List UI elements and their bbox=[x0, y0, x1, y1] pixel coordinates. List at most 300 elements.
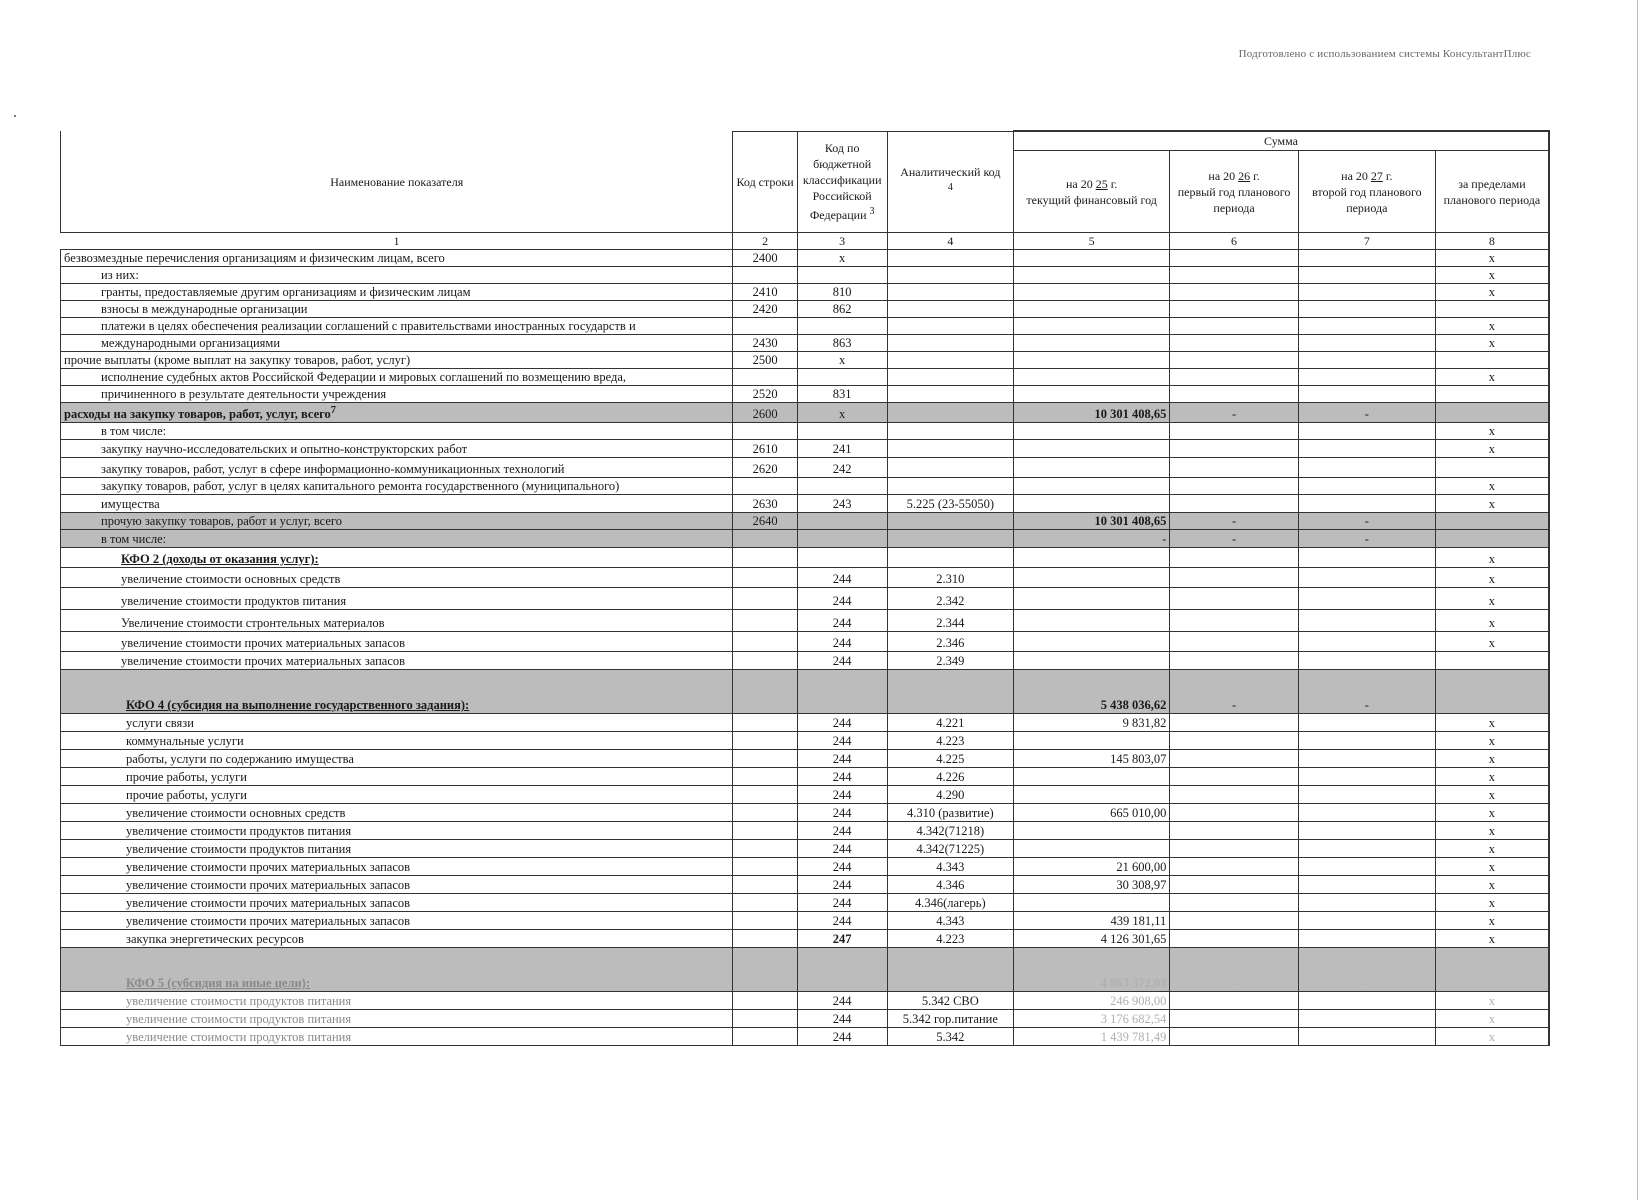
row-name: КФО 2 (доходы от оказания услуг): bbox=[121, 552, 319, 567]
row-name-cell bbox=[61, 992, 733, 1010]
row-name-cell bbox=[61, 588, 733, 610]
row-sum-y1-cell: 5 438 036,62 bbox=[1013, 670, 1169, 714]
row-beyond-cell: x bbox=[1435, 732, 1549, 750]
row-analytic-cell bbox=[887, 318, 1013, 335]
y3-value: 27 bbox=[1370, 168, 1383, 183]
row-bk-cell: 244 bbox=[797, 858, 887, 876]
row-name: увеличение стоимости основных средств bbox=[126, 806, 346, 821]
row-code-cell bbox=[733, 610, 797, 632]
row-beyond-cell: x bbox=[1435, 894, 1549, 912]
col-num: 8 bbox=[1435, 233, 1549, 250]
row-sum-y2-cell: - bbox=[1170, 403, 1298, 423]
row-sum-y1-cell bbox=[1013, 632, 1169, 652]
row-name-cell bbox=[61, 840, 733, 858]
row-beyond-cell: x bbox=[1435, 284, 1549, 301]
row-code-cell bbox=[733, 1028, 797, 1046]
row-code-cell bbox=[733, 804, 797, 822]
row-sum-y3-cell bbox=[1298, 822, 1435, 840]
row-sum-y3-cell bbox=[1298, 478, 1435, 495]
row-name: прочую закупку товаров, работ и услуг, всего bbox=[101, 514, 342, 529]
row-sum-y1-cell bbox=[1013, 318, 1169, 335]
row-bk-cell: 241 bbox=[797, 440, 887, 458]
row-bk-cell: 244 bbox=[797, 1010, 887, 1028]
row-name-cell bbox=[61, 423, 733, 440]
row-bk-cell bbox=[797, 423, 887, 440]
table-row bbox=[61, 495, 1550, 513]
row-name-cell bbox=[61, 335, 733, 352]
row-sum-y1-cell bbox=[1013, 768, 1169, 786]
table-row bbox=[61, 786, 1550, 804]
row-name-cell bbox=[61, 386, 733, 403]
row-sum-y3-cell bbox=[1298, 250, 1435, 267]
row-beyond-cell: x bbox=[1435, 318, 1549, 335]
row-code-cell bbox=[733, 876, 797, 894]
table-row bbox=[61, 632, 1550, 652]
row-sum-y3-cell bbox=[1298, 992, 1435, 1010]
row-sum-y3-cell bbox=[1298, 876, 1435, 894]
table-row bbox=[61, 386, 1550, 403]
row-beyond-cell: x bbox=[1435, 335, 1549, 352]
row-analytic-cell: 4.343 bbox=[887, 858, 1013, 876]
table-row bbox=[61, 352, 1550, 369]
table-row bbox=[61, 588, 1550, 610]
row-bk-cell: 244 bbox=[797, 632, 887, 652]
row-sum-y1-cell bbox=[1013, 495, 1169, 513]
row-sum-y1-cell bbox=[1013, 267, 1169, 284]
table-row bbox=[61, 1010, 1550, 1028]
row-bk-cell: 244 bbox=[797, 610, 887, 632]
row-sum-y2-cell: - bbox=[1170, 530, 1298, 548]
row-sum-y2-cell bbox=[1170, 369, 1298, 386]
table-row bbox=[61, 992, 1550, 1010]
y2-value: 26 bbox=[1238, 168, 1251, 183]
row-sum-y2-cell bbox=[1170, 912, 1298, 930]
y1-value: 25 bbox=[1095, 176, 1108, 191]
row-beyond-cell: x bbox=[1435, 1028, 1549, 1046]
row-sum-y3-cell: - bbox=[1298, 530, 1435, 548]
row-name: увеличение стоимости продуктов питания bbox=[126, 1030, 352, 1045]
row-beyond-cell: x bbox=[1435, 912, 1549, 930]
row-bk-cell: 244 bbox=[797, 992, 887, 1010]
row-analytic-cell: 5.225 (23-55050) bbox=[887, 495, 1013, 513]
row-bk-cell: 242 bbox=[797, 458, 887, 478]
row-analytic-cell bbox=[887, 250, 1013, 267]
col-head-y1 bbox=[1013, 151, 1169, 233]
row-sum-y2-cell bbox=[1170, 840, 1298, 858]
row-sum-y1-cell: 665 010,00 bbox=[1013, 804, 1169, 822]
row-analytic-cell bbox=[887, 301, 1013, 318]
row-name: услуги связи bbox=[126, 716, 194, 731]
table-row bbox=[61, 894, 1550, 912]
plan-table-body bbox=[61, 250, 1550, 1046]
row-name-cell bbox=[61, 403, 733, 423]
row-code-cell bbox=[733, 423, 797, 440]
row-sum-y2-cell bbox=[1170, 786, 1298, 804]
row-sum-y2-cell: - bbox=[1170, 948, 1298, 992]
row-sum-y3-cell: - bbox=[1298, 670, 1435, 714]
row-sum-y2-cell bbox=[1170, 335, 1298, 352]
row-analytic-cell: 4.226 bbox=[887, 768, 1013, 786]
y1-prefix: на 20 bbox=[1065, 176, 1093, 191]
row-name-cell bbox=[61, 478, 733, 495]
row-name-cell bbox=[61, 732, 733, 750]
row-sum-y3-cell bbox=[1298, 495, 1435, 513]
row-code-cell bbox=[733, 732, 797, 750]
table-row bbox=[61, 301, 1550, 318]
row-bk-cell bbox=[797, 513, 887, 530]
row-analytic-cell: 5.342 bbox=[887, 1028, 1013, 1046]
row-name: увеличение стоимости продуктов питания bbox=[126, 994, 352, 1009]
table-row bbox=[61, 284, 1550, 301]
row-name: в том числе: bbox=[101, 424, 167, 439]
row-bk-cell: 244 bbox=[797, 804, 887, 822]
row-sum-y2-cell bbox=[1170, 440, 1298, 458]
row-sum-y3-cell bbox=[1298, 301, 1435, 318]
row-beyond-cell bbox=[1435, 458, 1549, 478]
row-sum-y1-cell bbox=[1013, 548, 1169, 568]
plan-table bbox=[60, 130, 1550, 1046]
row-name-cell bbox=[61, 548, 733, 568]
row-name: закупку товаров, работ, услуг в целях капитального ремонта государственного (муниципального) bbox=[101, 479, 620, 494]
row-sum-y3-cell: - bbox=[1298, 513, 1435, 530]
row-name-cell bbox=[61, 670, 733, 714]
row-code-cell bbox=[733, 858, 797, 876]
row-sum-y2-cell bbox=[1170, 568, 1298, 588]
row-name: гранты, предоставляемые другим организациям и физическим лицам bbox=[101, 285, 471, 299]
table-row bbox=[61, 335, 1550, 352]
row-beyond-cell: x bbox=[1435, 369, 1549, 386]
row-beyond-cell: x bbox=[1435, 632, 1549, 652]
row-sum-y2-cell bbox=[1170, 458, 1298, 478]
table-row bbox=[61, 513, 1550, 530]
row-sum-y2-cell bbox=[1170, 318, 1298, 335]
row-sum-y3-cell: - bbox=[1298, 403, 1435, 423]
row-sum-y3-cell bbox=[1298, 548, 1435, 568]
row-name: КФО 5 (субсидия на иные цели): bbox=[126, 976, 310, 991]
row-code-cell: 2500 bbox=[733, 352, 797, 369]
row-name: увеличение стоимости продуктов питания bbox=[126, 824, 352, 839]
row-sum-y3-cell bbox=[1298, 458, 1435, 478]
row-sum-y3-cell bbox=[1298, 632, 1435, 652]
scan-speck bbox=[14, 115, 16, 117]
row-sum-y3-cell bbox=[1298, 714, 1435, 732]
row-name-cell bbox=[61, 369, 733, 386]
row-code-cell bbox=[733, 840, 797, 858]
row-name: закупку товаров, работ, услуг в сфере информационно-коммуникационных технологий bbox=[101, 462, 565, 477]
row-bk-cell: 244 bbox=[797, 1028, 887, 1046]
row-analytic-cell bbox=[887, 335, 1013, 352]
col-num: 3 bbox=[797, 233, 887, 250]
row-bk-cell: x bbox=[797, 403, 887, 423]
row-sum-y2-cell: - bbox=[1170, 670, 1298, 714]
row-name: имущества bbox=[101, 497, 160, 512]
row-name: прочие выплаты (кроме выплат на закупку товаров, работ, услуг) bbox=[64, 353, 411, 367]
row-sum-y1-cell: 21 600,00 bbox=[1013, 858, 1169, 876]
row-name-cell bbox=[61, 352, 733, 369]
row-code-cell bbox=[733, 992, 797, 1010]
header-note: Подготовлено с использованием системы КонсультантПлюс bbox=[1238, 48, 1531, 60]
row-code-cell bbox=[733, 948, 797, 992]
row-beyond-cell: x bbox=[1435, 858, 1549, 876]
row-name-cell bbox=[61, 568, 733, 588]
row-sum-y1-cell bbox=[1013, 440, 1169, 458]
row-sum-y2-cell bbox=[1170, 632, 1298, 652]
row-beyond-cell bbox=[1435, 670, 1549, 714]
row-sum-y3-cell bbox=[1298, 352, 1435, 369]
row-sum-y1-cell bbox=[1013, 423, 1169, 440]
col-head-beyond: за пределами планового периода bbox=[1435, 151, 1549, 233]
row-sum-y2-cell bbox=[1170, 610, 1298, 632]
row-sum-y2-cell bbox=[1170, 652, 1298, 670]
row-name: закупка энергетических ресурсов bbox=[126, 932, 304, 947]
row-name-cell bbox=[61, 250, 733, 267]
row-sum-y2-cell bbox=[1170, 876, 1298, 894]
row-sum-y1-cell: 3 176 682,54 bbox=[1013, 1010, 1169, 1028]
row-sum-y2-cell bbox=[1170, 768, 1298, 786]
row-sum-y1-cell bbox=[1013, 352, 1169, 369]
row-bk-cell: 247 bbox=[797, 930, 887, 948]
row-name-cell bbox=[61, 440, 733, 458]
row-code-cell bbox=[733, 530, 797, 548]
row-sum-y3-cell bbox=[1298, 588, 1435, 610]
row-name: прочие работы, услуги bbox=[126, 770, 247, 785]
row-sum-y2-cell bbox=[1170, 250, 1298, 267]
row-bk-cell bbox=[797, 548, 887, 568]
row-analytic-cell: 4.346(лагерь) bbox=[887, 894, 1013, 912]
row-sum-y1-cell bbox=[1013, 822, 1169, 840]
table-row bbox=[61, 948, 1550, 992]
row-code-cell: 2640 bbox=[733, 513, 797, 530]
row-bk-cell bbox=[797, 478, 887, 495]
row-sum-y1-cell bbox=[1013, 301, 1169, 318]
row-name-cell bbox=[61, 318, 733, 335]
table-row bbox=[61, 804, 1550, 822]
table-row bbox=[61, 530, 1550, 548]
row-beyond-cell: x bbox=[1435, 1010, 1549, 1028]
row-code-cell: 2430 bbox=[733, 335, 797, 352]
col-num: 5 bbox=[1013, 233, 1169, 250]
row-name: в том числе: bbox=[101, 532, 167, 547]
table-row bbox=[61, 423, 1550, 440]
row-sum-y3-cell bbox=[1298, 423, 1435, 440]
row-name-footnote: 7 bbox=[330, 405, 336, 416]
row-sum-y1-cell: 246 908,00 bbox=[1013, 992, 1169, 1010]
row-code-cell: 2600 bbox=[733, 403, 797, 423]
row-beyond-cell: x bbox=[1435, 250, 1549, 267]
row-beyond-cell: x bbox=[1435, 610, 1549, 632]
table-row bbox=[61, 548, 1550, 568]
row-analytic-cell: 2.349 bbox=[887, 652, 1013, 670]
row-name-cell bbox=[61, 610, 733, 632]
row-name: увеличение стоимости прочих материальных запасов bbox=[121, 654, 406, 669]
row-beyond-cell: x bbox=[1435, 786, 1549, 804]
row-beyond-cell: x bbox=[1435, 840, 1549, 858]
row-analytic-cell: 4.342(71218) bbox=[887, 822, 1013, 840]
row-analytic-cell bbox=[887, 478, 1013, 495]
row-sum-y1-cell: 10 301 408,65 bbox=[1013, 513, 1169, 530]
row-name-cell bbox=[61, 652, 733, 670]
row-sum-y1-cell bbox=[1013, 568, 1169, 588]
y1-desc: текущий финансовый год bbox=[1026, 192, 1157, 207]
row-name: увеличение стоимости прочих материальных запасов bbox=[126, 896, 411, 911]
row-sum-y1-cell bbox=[1013, 369, 1169, 386]
row-code-cell: 2400 bbox=[733, 250, 797, 267]
row-code-cell bbox=[733, 652, 797, 670]
row-sum-y2-cell bbox=[1170, 352, 1298, 369]
row-bk-cell bbox=[797, 267, 887, 284]
row-name-cell bbox=[61, 267, 733, 284]
row-beyond-cell bbox=[1435, 352, 1549, 369]
row-sum-y3-cell bbox=[1298, 568, 1435, 588]
row-beyond-cell: x bbox=[1435, 440, 1549, 458]
table-row bbox=[61, 732, 1550, 750]
row-bk-cell: x bbox=[797, 250, 887, 267]
row-name: КФО 4 (субсидия на выполнение государственного задания): bbox=[126, 698, 470, 713]
row-analytic-cell: 4.221 bbox=[887, 714, 1013, 732]
table-row bbox=[61, 714, 1550, 732]
row-name: закупку научно-исследовательских и опытно-конструкторских работ bbox=[101, 442, 468, 457]
table-row bbox=[61, 930, 1550, 948]
col-head-bk-sup: 3 bbox=[869, 206, 875, 218]
row-beyond-cell: x bbox=[1435, 548, 1549, 568]
row-bk-cell: 244 bbox=[797, 894, 887, 912]
col-num: 6 bbox=[1170, 233, 1298, 250]
col-head-analytic-text: Аналитический код bbox=[900, 165, 1001, 180]
row-bk-cell: 863 bbox=[797, 335, 887, 352]
row-sum-y1-cell bbox=[1013, 732, 1169, 750]
row-code-cell bbox=[733, 714, 797, 732]
table-row bbox=[61, 670, 1550, 714]
row-sum-y2-cell bbox=[1170, 588, 1298, 610]
row-name-cell bbox=[61, 948, 733, 992]
row-analytic-cell bbox=[887, 513, 1013, 530]
row-bk-cell: 244 bbox=[797, 768, 887, 786]
row-bk-cell bbox=[797, 369, 887, 386]
row-analytic-cell: 5.342 гор.питание bbox=[887, 1010, 1013, 1028]
row-sum-y2-cell bbox=[1170, 478, 1298, 495]
row-analytic-cell bbox=[887, 548, 1013, 568]
row-analytic-cell: 5.342 СВО bbox=[887, 992, 1013, 1010]
row-beyond-cell: x bbox=[1435, 768, 1549, 786]
row-sum-y2-cell bbox=[1170, 822, 1298, 840]
row-name-cell bbox=[61, 876, 733, 894]
row-code-cell: 2630 bbox=[733, 495, 797, 513]
row-analytic-cell: 2.342 bbox=[887, 588, 1013, 610]
row-sum-y1-cell bbox=[1013, 458, 1169, 478]
row-name: Увеличение стоимости стронтельных материалов bbox=[121, 616, 385, 631]
y3-prefix: на 20 bbox=[1341, 168, 1368, 183]
y2-prefix: на 20 bbox=[1208, 168, 1236, 183]
row-beyond-cell: x bbox=[1435, 822, 1549, 840]
row-bk-cell bbox=[797, 948, 887, 992]
row-sum-y2-cell bbox=[1170, 423, 1298, 440]
row-bk-cell: 862 bbox=[797, 301, 887, 318]
row-name-cell bbox=[61, 912, 733, 930]
col-num: 1 bbox=[61, 233, 733, 250]
row-beyond-cell: x bbox=[1435, 930, 1549, 948]
table-row bbox=[61, 369, 1550, 386]
table-row bbox=[61, 250, 1550, 267]
table-row bbox=[61, 652, 1550, 670]
row-code-cell bbox=[733, 588, 797, 610]
row-analytic-cell bbox=[887, 386, 1013, 403]
row-sum-y3-cell bbox=[1298, 894, 1435, 912]
col-head-y3 bbox=[1298, 151, 1435, 233]
row-sum-y1-cell bbox=[1013, 386, 1169, 403]
row-analytic-cell bbox=[887, 369, 1013, 386]
row-sum-y3-cell: - bbox=[1298, 948, 1435, 992]
row-analytic-cell: 4.346 bbox=[887, 876, 1013, 894]
row-sum-y3-cell bbox=[1298, 440, 1435, 458]
row-name-cell bbox=[61, 1028, 733, 1046]
row-bk-cell: 244 bbox=[797, 568, 887, 588]
table-row bbox=[61, 440, 1550, 458]
table-row bbox=[61, 610, 1550, 632]
row-code-cell bbox=[733, 930, 797, 948]
row-sum-y2-cell bbox=[1170, 930, 1298, 948]
row-sum-y1-cell: 439 181,11 bbox=[1013, 912, 1169, 930]
row-beyond-cell: x bbox=[1435, 750, 1549, 768]
row-code-cell: 2620 bbox=[733, 458, 797, 478]
row-analytic-cell bbox=[887, 352, 1013, 369]
row-sum-y1-cell: 30 308,97 bbox=[1013, 876, 1169, 894]
row-name-cell bbox=[61, 495, 733, 513]
row-analytic-cell bbox=[887, 423, 1013, 440]
row-name-cell bbox=[61, 768, 733, 786]
row-sum-y2-cell bbox=[1170, 495, 1298, 513]
row-analytic-cell: 2.344 bbox=[887, 610, 1013, 632]
table-row bbox=[61, 267, 1550, 284]
row-name: расходы на закупку товаров, работ, услуг, всего bbox=[64, 407, 331, 422]
row-name: платежи в целях обеспечения реализации соглашений с правительствами иностранных государств и bbox=[101, 319, 636, 333]
row-bk-cell: 244 bbox=[797, 588, 887, 610]
col-head-name: Наименование показателя bbox=[61, 131, 733, 233]
row-name: увеличение стоимости продуктов питания bbox=[126, 842, 352, 857]
row-name: увеличение стоимости продуктов питания bbox=[126, 1012, 352, 1027]
row-sum-y1-cell bbox=[1013, 894, 1169, 912]
row-beyond-cell: x bbox=[1435, 804, 1549, 822]
row-beyond-cell: x bbox=[1435, 992, 1549, 1010]
row-sum-y1-cell: 1 439 781,49 bbox=[1013, 1028, 1169, 1046]
row-name: увеличение стоимости прочих материальных запасов bbox=[126, 914, 411, 929]
row-bk-cell: 244 bbox=[797, 750, 887, 768]
row-code-cell bbox=[733, 632, 797, 652]
row-code-cell bbox=[733, 548, 797, 568]
row-name: исполнение судебных актов Российской Федерации и мировых соглашений по возмещению вреда, bbox=[101, 370, 626, 384]
row-name: увеличение стоимости продуктов питания bbox=[121, 594, 347, 609]
row-beyond-cell bbox=[1435, 403, 1549, 423]
row-code-cell bbox=[733, 786, 797, 804]
row-sum-y2-cell bbox=[1170, 804, 1298, 822]
row-name-cell bbox=[61, 301, 733, 318]
row-beyond-cell: x bbox=[1435, 876, 1549, 894]
table-row bbox=[61, 876, 1550, 894]
table-row bbox=[61, 478, 1550, 495]
row-code-cell bbox=[733, 369, 797, 386]
row-name: взносы в международные организации bbox=[101, 302, 308, 316]
row-analytic-cell: 4.223 bbox=[887, 930, 1013, 948]
row-code-cell bbox=[733, 670, 797, 714]
row-code-cell: 2520 bbox=[733, 386, 797, 403]
col-head-y2 bbox=[1170, 151, 1298, 233]
row-sum-y1-cell bbox=[1013, 478, 1169, 495]
table-row bbox=[61, 568, 1550, 588]
row-code-cell: 2420 bbox=[733, 301, 797, 318]
row-sum-y1-cell bbox=[1013, 652, 1169, 670]
row-bk-cell: 243 bbox=[797, 495, 887, 513]
row-name-cell bbox=[61, 930, 733, 948]
row-analytic-cell bbox=[887, 403, 1013, 423]
